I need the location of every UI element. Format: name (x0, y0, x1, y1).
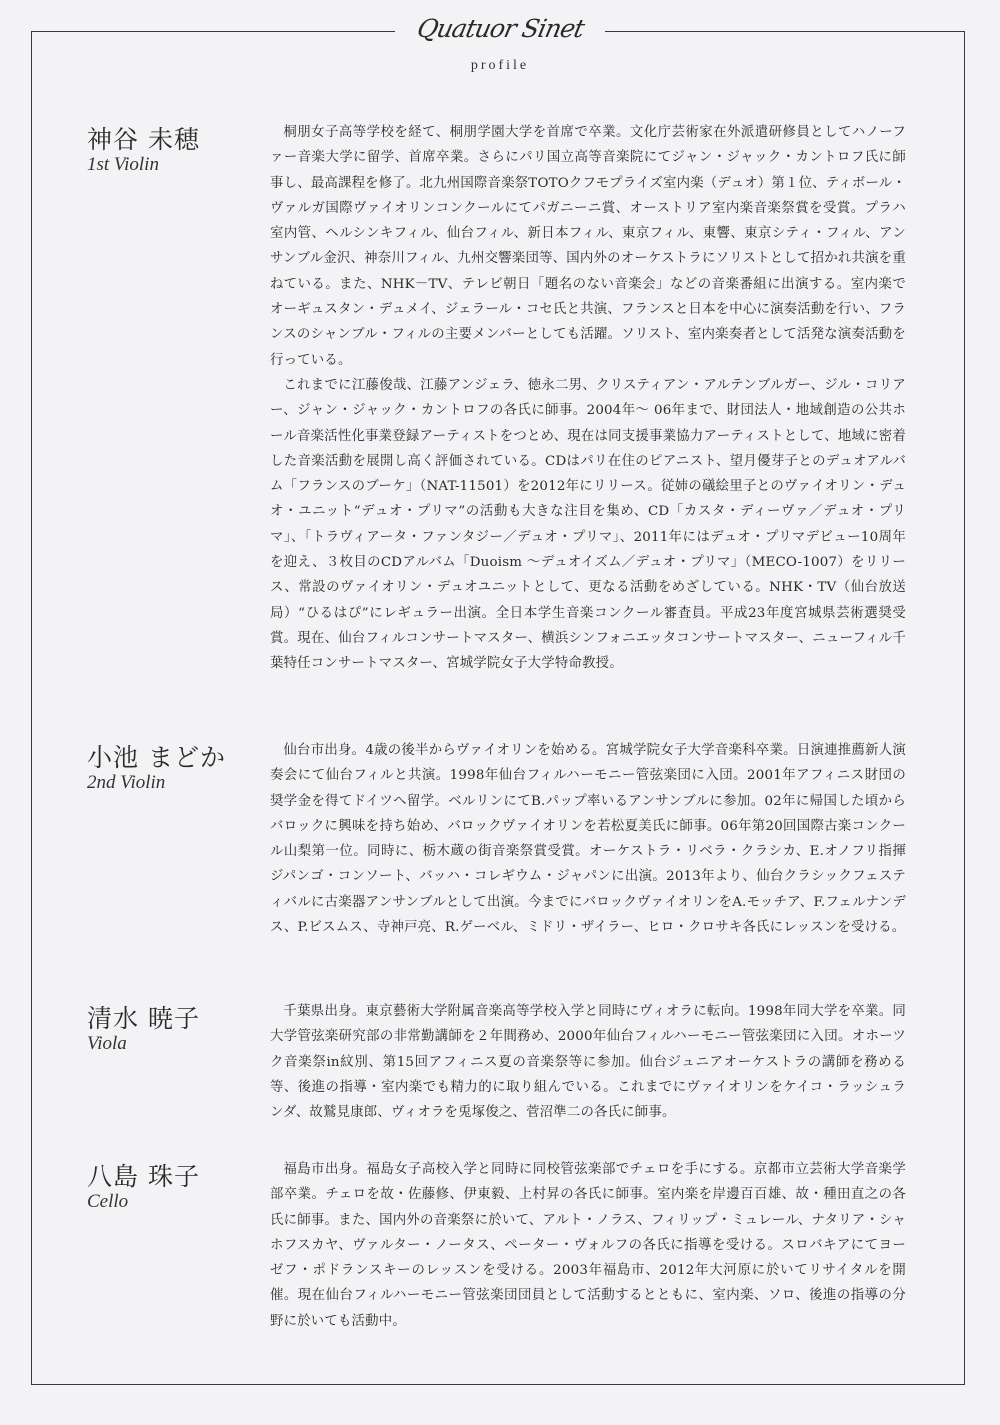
member-role: Cello (87, 1191, 129, 1212)
member-bio (270, 120, 906, 677)
page-header (395, 6, 605, 78)
bio-paragraph: 仙台市出身。4歳の後半からヴァイオリンを始める。宮城学院女子大学音楽科卒業。日演連推薦新人演奏会にて仙台フィルと共演。1998年仙台フィルハーモニー管弦楽団に入団。2001年アフィニス財団の奨学金を得てドイツへ留学。ベルリンにてB.パップ率いるアンサンブルに参加。02年に帰国した頃からバロックに興味を持ち始め、バロックヴァイオリンを若松夏美氏に師事。06年第20回国際古楽コンクール山梨第一位。同時に、栃木蔵の街音楽祭賞受賞。オーケストラ・リベラ・クラシカ、E.オノフリ指揮ジパンゴ・コンソート、バッハ・コレギウム・ジャパンに出演。2013年より、仙台クラシックフェスティバルに古楽器アンサンブルとして出演。今までにバロックヴァイオリンをA.モッチア、F.フェルナンデス、P.ビスムス、寺神戸亮、R.ゲーベル、ミドリ・ザイラー、ヒロ・クロサキ各氏にレッスンを受ける。 (270, 743, 906, 936)
bio-paragraph: 福島市出身。福島女子高校入学と同時に同校管弦楽部でチェロを手にする。京都市立芸術大学音楽学部卒業。チェロを故・佐藤修、伊東毅、上村昇の各氏に師事。室内楽を岸邊百百雄、故・種田直之の各氏に師事。また、国内外の音楽祭に於いて、アルト・ノラス、フィリップ・ミュレール、ナタリア・シャホフスカヤ、ヴァルター・ノータス、ペーター・ヴォルフの各氏に指導を受ける。スロバキアにてヨーゼフ・ポドランスキーのレッスンを受ける。2003年福島市、2012年大河原に於いてリサイタルを開催。現在仙台フィルハーモニー管弦楽団団員として活動するとともに、室内楽、ソロ、後進の指導の分野に於いても活動中。 (270, 1162, 906, 1329)
bio-paragraph: これまでに江藤俊哉、江藤アンジェラ、徳永二男、クリスティアン・アルテンブルガー、ジル・コリアー、ジャン・ジャック・カントロフの各氏に師事。2004年～ 06年まで、財団法人・地域創造の公共ホール音楽活性化事業登録アーティストをつとめ、現在は同支援事業協力アーティストとして、地域に密着した音楽活動を展開し高く評価されている。CDはパリ在住のピアニスト、望月優芽子とのデュオアルバム「フランスのブーケ」（NAT-11501）を2012年にリリース。従姉の礒絵里子とのヴァイオリン・デュオ・ユニット“デュオ・プリマ”の活動も大きな注目を集め、CD「カスタ・ディーヴァ／デュオ・プリマ」、「トラヴィアータ・ファンタジー／デュオ・プリマ」、2011年にはデュオ・プリマデビュー10周年を迎え、３枚目のCDアルバム「Duoism ～デュオイズム／デュオ・プリマ」（MECO-1007）をリリース、常設のヴァイオリン・デュオユニットとして、更なる活動をめざしている。NHK・TV（仙台放送局）“ひるはぴ”にレギュラー出演。全日本学生音楽コンクール審査員。平成23年度宮城県芸術選奨受賞。現在、仙台フィルコンサートマスター、横浜シンフォニエッタコンサートマスター、ニューフィル千葉特任コンサートマスター、宮城学院女子大学特命教授。 (270, 377, 906, 672)
member-role: 1st Violin (87, 154, 159, 175)
quartet-logo: Quatuor Sinet (414, 14, 587, 43)
member-role: Viola (87, 1033, 127, 1054)
member-bio (270, 999, 906, 1125)
member-bio (270, 738, 906, 940)
member-name: 小池 まどか (87, 743, 226, 772)
section-label: profile (470, 58, 530, 73)
member-name: 八島 珠子 (87, 1162, 200, 1191)
member-bio (270, 1157, 906, 1334)
member-name: 清水 暁子 (87, 1004, 200, 1033)
bio-paragraph: 千葉県出身。東京藝術大学附属音楽高等学校入学と同時にヴィオラに転向。1998年同大学を卒業。同大学管弦楽研究部の非常勤講師を２年間務め、2000年仙台フィルハーモニー管弦楽団に入団。オホーツク音楽祭in紋別、第15回アフィニス夏の音楽祭等に参加。仙台ジュニアオーケストラの講師を務める等、後進の指導・室内楽でも精力的に取り組んでいる。これまでにヴァイオリンをケイコ・ラッシュランダ、故鷲見康郎、ヴィオラを兎塚俊之、菅沼準二の各氏に師事。 (270, 1004, 906, 1121)
bio-paragraph: 桐朋女子高等学校を経て、桐朋学園大学を首席で卒業。文化庁芸術家在外派遣研修員としてハノーファー音楽大学に留学、首席卒業。さらにパリ国立高等音楽院にてジャン・ジャック・カントロフ氏に師事し、最高課程を修了。北九州国際音楽祭TOTOクフモプライズ室内楽（デュオ）第１位、ティボール・ヴァルガ国際ヴァイオリンコンクールにてパガニーニ賞、オーストリア室内楽音楽祭賞を受賞。プラハ室内管、ヘルシンキフィル、仙台フィル、新日本フィル、東京フィル、東響、東京シティ・フィル、アンサンブル金沢、神奈川フィル、九州交響楽団等、国内外のオーケストラにソリストとして招かれ共演を重ねている。また、NHK－TV、テレビ朝日「題名のない音楽会」などの音楽番組に出演する。室内楽でオーギュスタン・デュメイ、ジェラール・コセ氏と共演、フランスと日本を中心に演奏活動を行い、フランスのシャンブル・フィルの主要メンバーとしても活躍。ソリスト、室内楽奏者として活発な演奏活動を行っている。 (270, 125, 906, 368)
member-name: 神谷 未穂 (87, 125, 200, 154)
member-role: 2nd Violin (87, 772, 166, 793)
